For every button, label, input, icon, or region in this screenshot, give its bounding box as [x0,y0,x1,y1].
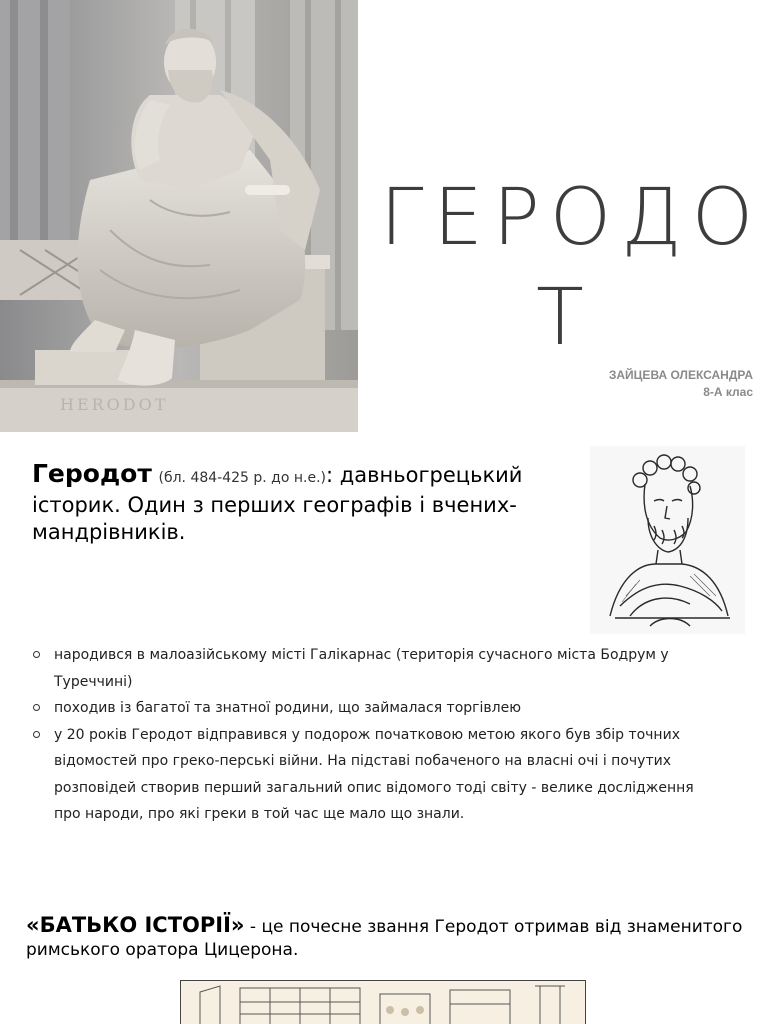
list-item: у 20 років Геродот відправився у подорож початковою метою якого був збір точних відомостей про греко-перські війни. На підставі побаченого на власні очі і почутих розповідей створив перший загальний опис відомого тоді світу - велике дослідження про народи, про які греки в той час ще мало що знали. [30,722,720,828]
intro-dates: (бл. 484-425 р. до н.е.) [158,470,327,486]
intro-paragraph [32,460,592,546]
svg-text:HERODOT: HERODOT [60,395,169,414]
intro-colon: : [326,463,334,487]
author-name: ЗАЙЦЕВА ОЛЕКСАНДРА [608,368,753,382]
father-lead: «БАТЬКО ІСТОРІЇ» [26,913,245,937]
father-of-history-paragraph [26,914,746,962]
author-class: 8-А клас [703,385,753,399]
intro-description: давньогрецький історик. Один з перших географів і вчених-мандрівників. [32,463,523,544]
library-illustration [180,980,586,1024]
title-line-1: ГЕРОДО [380,173,764,263]
father-dash: - [244,917,262,937]
father-text: це почесне звання Геродот отримав від знаменитого римського оратора Цицерона. [26,917,743,960]
list-item: народився в малоазійському місті Галікарнас (територія сучасного міста Бодрум у Туреччині) [30,642,720,695]
intro-name: Геродот [32,459,152,488]
author-block [609,367,753,401]
title-line-2: Т [536,273,594,363]
bust-engraving [590,446,745,634]
statue-photo [0,0,358,432]
facts-list [30,642,720,828]
list-item: походив із багатої та знатної родини, що займалася торгівлею [30,695,720,722]
presentation-title [380,168,764,368]
